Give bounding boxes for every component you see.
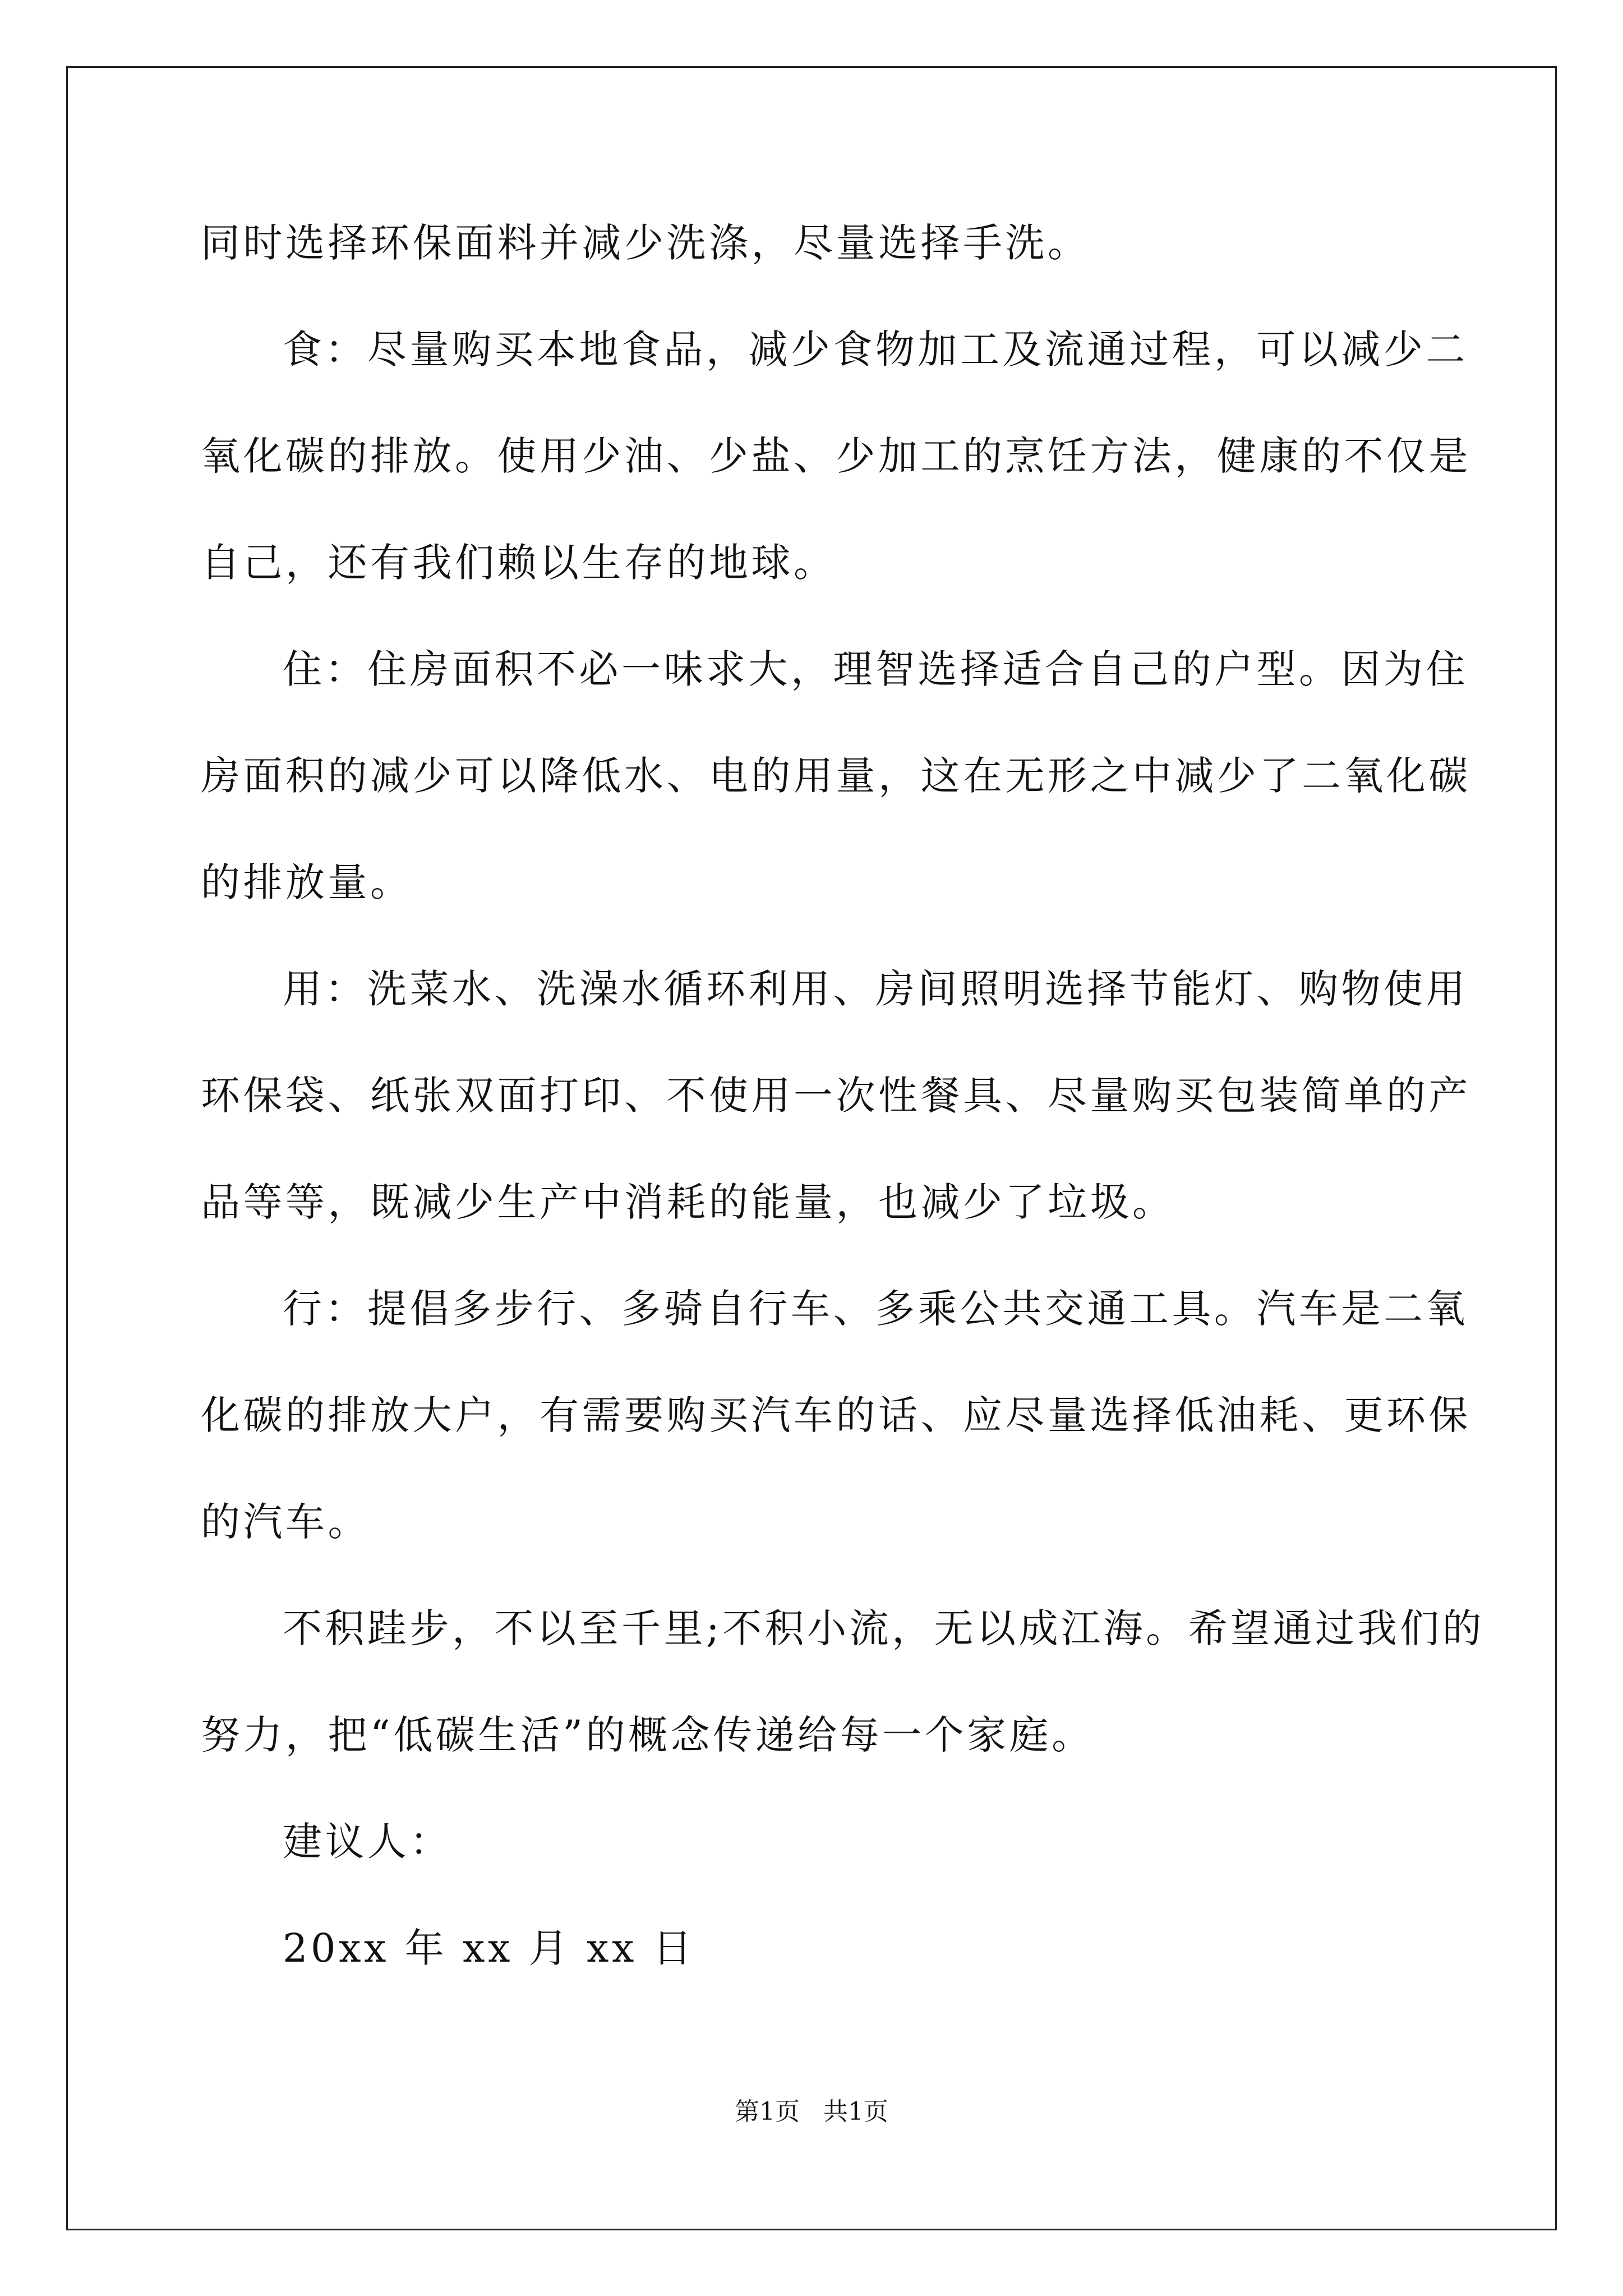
- text-line: 住：住房面积不必一味求大，理智选择适合自己的户型。因为住: [283, 646, 1468, 692]
- text-line: 用：洗菜水、洗澡水循环利用、房间照明选择节能灯、购物使用: [283, 966, 1468, 1012]
- page-footer: 第1页 共1页: [735, 2097, 888, 2126]
- signature-label: 建议人：: [283, 1819, 452, 1865]
- text-line: 化碳的排放大户，有需要购买汽车的话、应尽量选择低油耗、更环保: [201, 1392, 1471, 1438]
- text-line: 自己，还有我们赖以生存的地球。: [201, 540, 836, 586]
- text-line: 氧化碳的排放。使用少油、少盐、少加工的烹饪方法，健康的不仅是: [201, 433, 1471, 479]
- text-line: 行：提倡多步行、多骑自行车、多乘公共交通工具。汽车是二氧: [283, 1286, 1468, 1332]
- text-line: 的汽车。: [201, 1499, 370, 1545]
- date-line: 20xx 年 xx 月 xx 日: [283, 1925, 695, 1971]
- page-border: [66, 66, 1557, 2230]
- text-line: 环保袋、纸张双面打印、不使用一次性餐具、尽量购买包装简单的产: [201, 1073, 1471, 1119]
- text-line: 不积跬步，不以至千里;不积小流，无以成江海。希望通过我们的: [283, 1605, 1485, 1651]
- text-line: 食：尽量购买本地食品，减少食物加工及流通过程，可以减少二: [283, 326, 1468, 372]
- text-line: 房面积的减少可以降低水、电的用量，这在无形之中减少了二氧化碳: [201, 753, 1471, 799]
- text-line: 品等等，既减少生产中消耗的能量，也减少了垃圾。: [201, 1179, 1175, 1225]
- text-line: 的排放量。: [201, 859, 413, 905]
- text-line: 努力，把“低碳生活”的概念传递给每一个家庭。: [201, 1712, 1094, 1758]
- text-line: 同时选择环保面料并减少洗涤，尽量选择手洗。: [201, 220, 1090, 266]
